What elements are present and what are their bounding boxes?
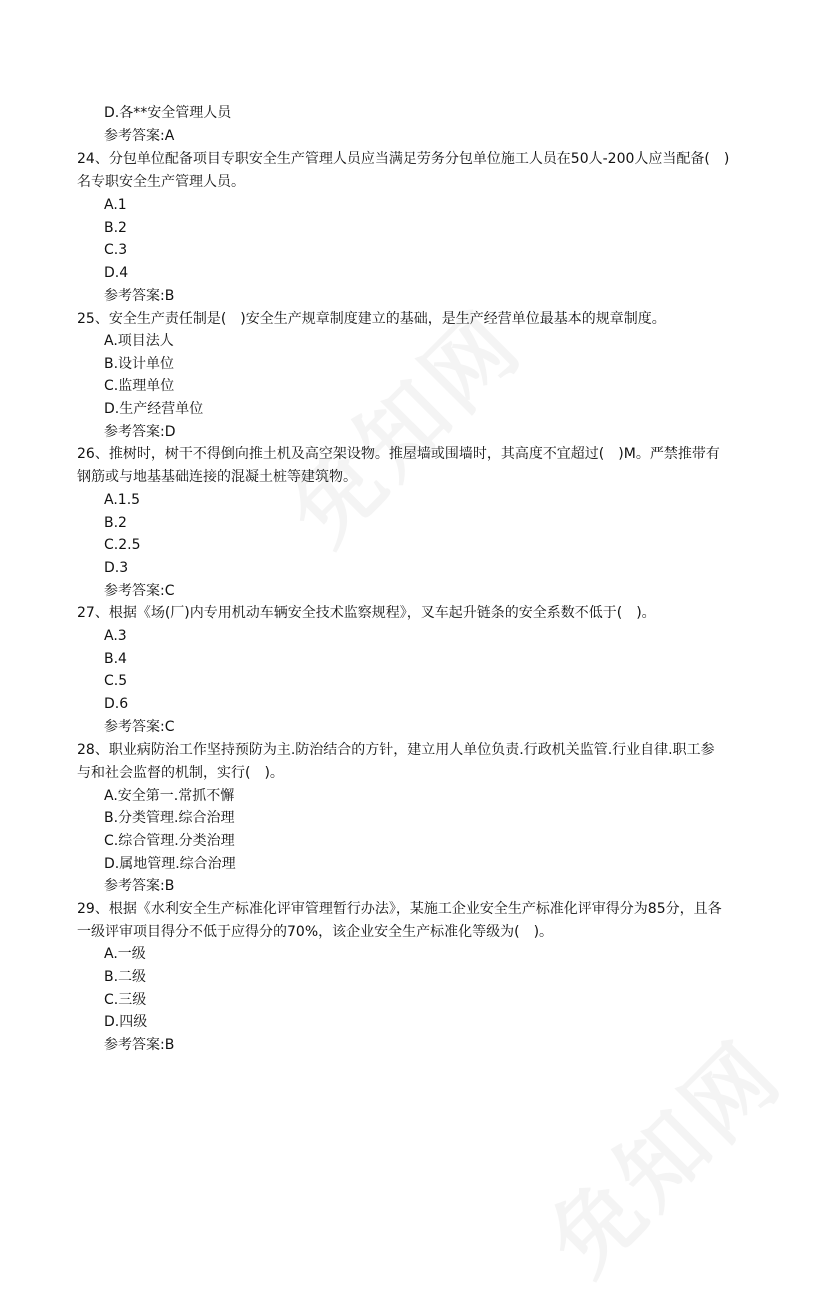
q28-option-a: A.安全第一.常抓不懈 [104, 788, 235, 804]
q25-stem-line1: 25、安全生产责任制是( )安全生产规章制度建立的基础，是生产经营单位最基本的规章制度。 [77, 311, 666, 327]
q27-option-a: A.3 [104, 628, 127, 644]
q29-option-d: D.四级 [104, 1014, 148, 1030]
q23-answer: 参考答案:A [104, 128, 175, 144]
q26-option-c: C.2.5 [104, 537, 141, 553]
watermark-bottom [517, 1009, 806, 1297]
q27-option-b: B.4 [104, 651, 127, 667]
q28-stem-line2: 与和社会监督的机制，实行( )。 [77, 765, 284, 781]
q26-option-d: D.3 [104, 560, 129, 576]
q27-stem-line1: 27、根据《场(厂)内专用机动车辆安全技术监察规程》，叉车起升链条的安全系数不低于( )。 [77, 605, 656, 621]
q24-stem-line1: 24、分包单位配备项目专职安全生产管理人员应当满足劳务分包单位施工人员在50人-200人应当配备( ) [77, 151, 730, 167]
q27-option-c: C.5 [104, 673, 128, 689]
q29-option-c: C.三级 [104, 992, 147, 1008]
q26-option-b: B.2 [104, 515, 127, 531]
q28-option-d: D.属地管理.综合治理 [104, 856, 236, 872]
q25-option-d: D.生产经营单位 [104, 401, 204, 417]
q27-answer: 参考答案:C [104, 719, 175, 735]
q28-stem-line1: 28、职业病防治工作坚持预防为主.防治结合的方针，建立用人单位负责.行政机关监管.行业自律.职工参 [77, 742, 715, 758]
q24-option-d: D.4 [104, 265, 129, 281]
q29-option-b: B.二级 [104, 969, 147, 985]
q27-option-d: D.6 [104, 696, 129, 712]
q28-option-b: B.分类管理.综合治理 [104, 810, 235, 826]
q28-answer: 参考答案:B [104, 878, 175, 894]
q25-option-a: A.项目法人 [104, 333, 174, 349]
q25-answer: 参考答案:D [104, 424, 176, 440]
q26-stem-line1: 26、推树时，树干不得倒向推土机及高空架设物。推屋墙或围墙时，其高度不宜超过( )M。严禁推带有 [77, 446, 720, 462]
q29-answer: 参考答案:B [104, 1037, 175, 1053]
q23-option-d: D.各**安全管理人员 [104, 105, 232, 121]
q26-stem-line2: 钢筋或与地基基础连接的混凝土桩等建筑物。 [77, 469, 357, 485]
q29-stem-line1: 29、根据《水利安全生产标准化评审管理暂行办法》，某施工企业安全生产标准化评审得分为85分，且各 [77, 901, 722, 917]
q26-answer: 参考答案:C [104, 583, 175, 599]
q29-option-a: A.一级 [104, 946, 146, 962]
q25-option-c: C.监理单位 [104, 378, 175, 394]
q24-option-a: A.1 [104, 197, 127, 213]
q26-option-a: A.1.5 [104, 492, 141, 508]
q24-option-b: B.2 [104, 220, 127, 236]
q28-option-c: C.综合管理.分类治理 [104, 833, 235, 849]
q24-answer: 参考答案:B [104, 288, 175, 304]
q24-option-c: C.3 [104, 242, 128, 258]
q25-option-b: B.设计单位 [104, 356, 175, 372]
q29-stem-line2: 一级评审项目得分不低于应得分的70%，该企业安全生产标准化等级为( )。 [77, 924, 554, 940]
q24-stem-line2: 名专职安全生产管理人员。 [77, 174, 245, 190]
